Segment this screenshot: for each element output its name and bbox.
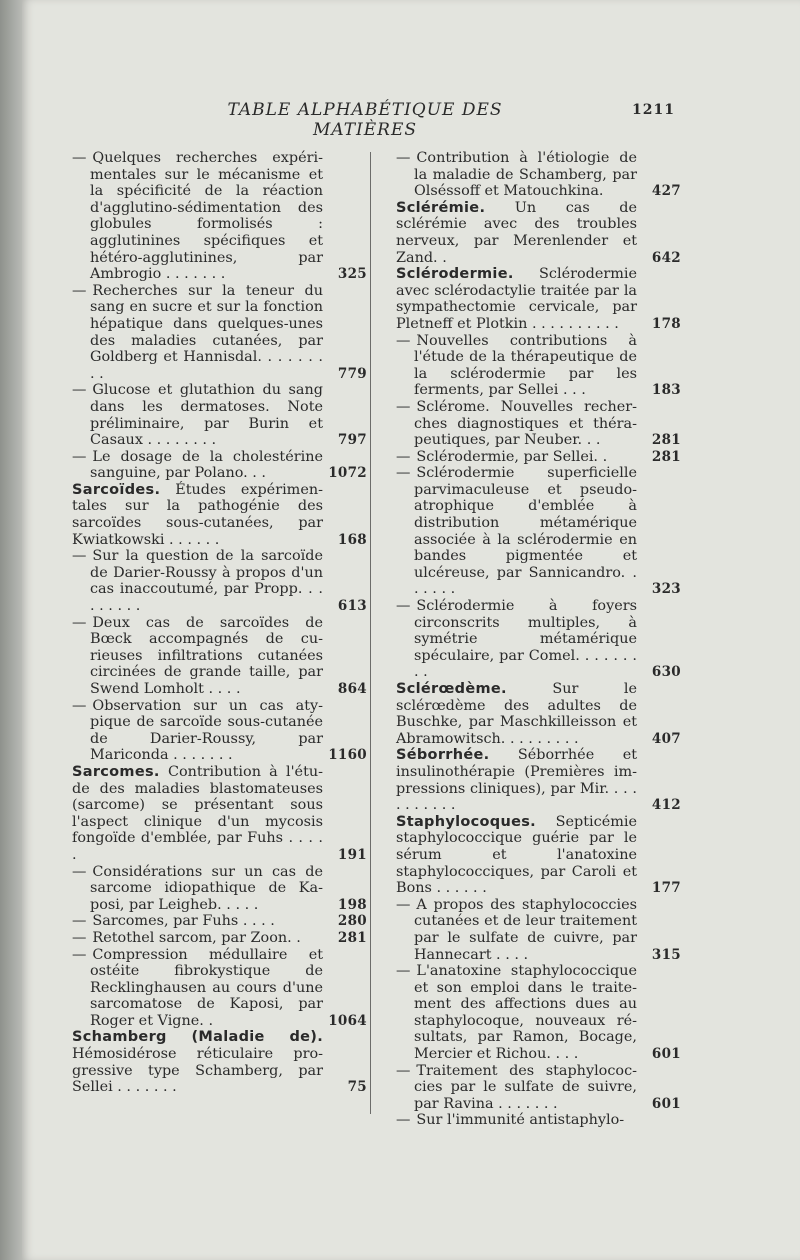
entry-page-number: 177 <box>651 880 681 897</box>
entry-page-number: 642 <box>651 249 681 266</box>
entry-text: Contribution à l'étude des maladies blastomateuses (sarcome) se présentant sous l'aspect clinique d'un mycosis fongoïde d'emblée, par Fuhs . . . . . <box>72 763 323 863</box>
index-subentry <box>72 864 367 914</box>
entry-page-number: 601 <box>651 1095 681 1112</box>
index-subentry <box>396 449 681 466</box>
entry-page-number: 191 <box>337 846 367 863</box>
entry-page-number: 198 <box>337 896 367 913</box>
entry-text: Recherches sur la teneur du sang en sucre et sur la fonction hépatique dans quelques-unes des maladies cutanées, par Goldberg et Hannisdal. . . . . . . . . <box>90 282 323 382</box>
index-subentry <box>72 615 367 698</box>
entry-page-number: 281 <box>651 448 681 465</box>
entry-text: Sclérodermie avec sclérodactylie traitée par la sympathectomie cervicale, par Pletneff et Plotkin . . . . . . . . . . <box>396 266 637 332</box>
entry-page-number: 427 <box>651 183 681 200</box>
index-entry <box>72 482 367 548</box>
entry-dash: — <box>72 863 87 880</box>
entry-dash: — <box>72 929 87 946</box>
index-entry <box>396 747 681 813</box>
entry-text: L'anatoxine staphylococcique et son emploi dans le traitement des affections dues au staphylocoque, nouveaux résultats, par Ramon, Bocage, Mercier et Richou. . . . <box>414 963 637 1063</box>
entry-text: Quelques recherches expérimentales sur le mécanisme et la spécificité de la réaction d'agglutino-sédimentation des globules formolisés : agglutinines spécifiques et hétéro-agglutinines, par Ambrogio . . . . . . . <box>90 150 323 283</box>
page-number: 1211 <box>632 102 675 118</box>
index-subentry <box>72 947 367 1030</box>
entry-page-number: 412 <box>651 797 681 814</box>
index-subentry <box>72 382 367 448</box>
entry-text: A propos des staphylococcies cutanées et de leur traitement par le sulfate de cuivre, par Hannecart . . . . <box>414 896 637 963</box>
entry-dash: — <box>396 598 411 615</box>
entry-page-number: 315 <box>651 946 681 963</box>
index-subentry <box>72 283 367 383</box>
index-subentry <box>396 465 681 598</box>
entry-page-number: 797 <box>337 432 367 449</box>
entry-page-number: 601 <box>651 1046 681 1063</box>
entry-text: Glucose et glutathion du sang dans les dermatoses. Note préliminaire, par Burin et Casaux . . . . . . . . <box>90 382 323 449</box>
entry-page-number: 613 <box>337 598 367 615</box>
entry-dash: — <box>72 282 87 299</box>
entry-dash: — <box>396 963 411 980</box>
entry-dash: — <box>396 448 411 465</box>
entry-dash: — <box>396 332 411 349</box>
entry-text: Hémosidérose réticulaire progressive type Schamberg, par Sellei . . . . . . . <box>72 1046 323 1096</box>
entry-heading: Sclérémie. <box>396 199 486 216</box>
entry-page-number: 864 <box>337 681 367 697</box>
entry-text: Sclérome. Nouvelles recherches diagnostiques et thérapeutiques, par Neuber. . . <box>414 398 637 449</box>
index-subentry <box>396 1112 681 1129</box>
entry-dash: — <box>72 382 87 399</box>
index-subentry <box>72 913 367 930</box>
index-entry <box>72 764 367 864</box>
index-column-right <box>396 150 681 1129</box>
index-subentry <box>396 963 681 1063</box>
index-subentry <box>72 150 367 283</box>
entry-page-number: 325 <box>337 266 367 283</box>
entry-text: Observation sur un cas atypique de sarcoïde sous-cutanée de Darier-Roussy, par Mariconda . . . . . . . <box>90 697 323 764</box>
index-subentry <box>72 449 367 482</box>
index-entry <box>396 266 681 332</box>
entry-text: Traitement des staphylococcies par le sulfate de suivre, par Ravina . . . . . . . <box>414 1062 637 1112</box>
entry-text: Un cas de sclérémie avec des troubles nerveux, par Merenlender et Zand. . <box>396 199 637 266</box>
entry-text: Retothel sarcom, par Zoon. . <box>92 929 301 946</box>
index-entry <box>396 200 681 266</box>
entry-page-number: 630 <box>651 664 681 681</box>
entry-dash: — <box>72 150 87 166</box>
index-subentry <box>396 333 681 399</box>
entry-dash: — <box>72 946 87 963</box>
entry-text: Considérations sur un cas de sarcome idiopathique de Kaposi, par Leigheb. . . . . <box>90 863 323 913</box>
index-column-left <box>72 150 367 1096</box>
entry-text: Séborrhée et insulinothérapie (Premières impressions cliniques), par Mir. . . . . . . . . . . <box>396 747 637 814</box>
entry-dash: — <box>72 697 87 714</box>
entry-page-number: 281 <box>651 432 681 449</box>
entry-dash: — <box>396 896 411 913</box>
entry-text: Études expérimentales sur la pathogénie des sarcoïdes sous-cutanées, par Kwiatkowski . . . . . . <box>72 481 323 548</box>
entry-page-number: 75 <box>347 1079 367 1096</box>
entry-dash: — <box>396 1112 411 1129</box>
entry-heading: Staphylocoques. <box>396 813 536 830</box>
entry-text: Sur le sclérœdème des adultes de Buschke, par Maschkilleisson et Abramowitsch. . . . . . . . . <box>396 681 638 747</box>
entry-heading: Sclérodermie. <box>396 266 514 283</box>
entry-page-number: 168 <box>337 531 367 548</box>
index-subentry <box>72 548 367 614</box>
entry-dash: — <box>72 548 87 565</box>
entry-text: Sclérodermie superficielle parvimaculeuse et pseudo-atrophique d'emblée à distribution métamérique associée à la sclérodermie en bandes pigmentée et ulcéreuse, par Sannicandro. . . . . . . <box>414 465 637 598</box>
entry-dash: — <box>72 448 87 465</box>
entry-page-number: 280 <box>337 913 367 930</box>
index-subentry <box>72 698 367 764</box>
entry-text: Sarcomes, par Fuhs . . . . <box>92 913 275 930</box>
entry-page-number: 1072 <box>328 465 367 482</box>
entry-page-number: 178 <box>651 315 681 332</box>
index-subentry <box>396 598 681 681</box>
entry-page-number: 1064 <box>328 1012 367 1029</box>
index-subentry <box>72 930 367 947</box>
entry-dash: — <box>72 913 87 930</box>
entry-page-number: 1160 <box>328 747 367 764</box>
entry-page-number: 183 <box>651 382 681 399</box>
entry-text: Nouvelles contributions à l'étude de la thérapeutique de la sclérodermie par les ferments, par Sellei . . . <box>414 332 637 399</box>
entry-heading: Sclérœdème. <box>396 681 507 697</box>
entry-dash: — <box>72 614 87 631</box>
index-subentry <box>396 399 681 449</box>
entry-heading: Schamberg (Maladie de). <box>72 1029 323 1046</box>
entry-text: Deux cas de sarcoïdes de Bœck accompagnés de curieuses infiltrations cutanées circinées de grande taille, par Swend Lomholt . . . . <box>90 614 323 697</box>
running-header: TABLE ALPHABÉTIQUE DES MATIÈRES <box>227 100 503 140</box>
index-subentry <box>396 897 681 963</box>
book-gutter <box>0 0 22 1260</box>
entry-text: Sur la question de la sarcoïde de Darier-Roussy à propos d'un cas inaccoutumé, par Propp. . . . . . . . . <box>90 548 323 615</box>
entry-dash: — <box>396 150 411 166</box>
entry-heading: Séborrhée. <box>396 747 490 764</box>
entry-page-number: 323 <box>651 581 681 598</box>
entry-heading: Sarcoïdes. <box>72 481 161 498</box>
entry-heading: Sarcomes. <box>72 763 160 780</box>
entry-text: Le dosage de la cholestérine sanguine, par Polano. . . <box>90 448 323 482</box>
entry-dash: — <box>396 465 411 482</box>
entry-dash: — <box>396 1062 411 1079</box>
entry-page-number: 779 <box>337 365 367 382</box>
entry-text: Contribution à l'étiologie de la maladie de Schamberg, par Olséssoff et Matouchkina. <box>414 150 637 200</box>
entry-text: Sclérodermie à foyers circonscrits multiples, à symétrie métamérique spéculaire, par Comel. . . . . . . . . <box>414 598 637 681</box>
entry-page-number: 407 <box>651 730 681 747</box>
entry-page-number: 281 <box>337 929 367 946</box>
index-entry <box>396 681 681 747</box>
index-subentry <box>396 150 681 200</box>
entry-text: Sclérodermie, par Sellei. . <box>416 448 608 465</box>
entry-dash: — <box>396 398 411 415</box>
entry-text: Sur l'immunité antistaphylo- <box>416 1112 625 1129</box>
column-divider <box>370 152 371 1114</box>
entry-text: Compression médullaire et ostéite fibrokystique de Recklinghausen au cours d'une sarcomatose de Kaposi, par Roger et Vigne. . <box>90 946 323 1029</box>
index-subentry <box>396 1063 681 1113</box>
entry-text: Septicémie staphylococcique guérie par le sérum et l'anatoxine staphylococciques, par Caroli et Bons . . . . . . <box>396 813 637 897</box>
index-entry <box>72 1029 367 1095</box>
index-entry <box>396 814 681 897</box>
